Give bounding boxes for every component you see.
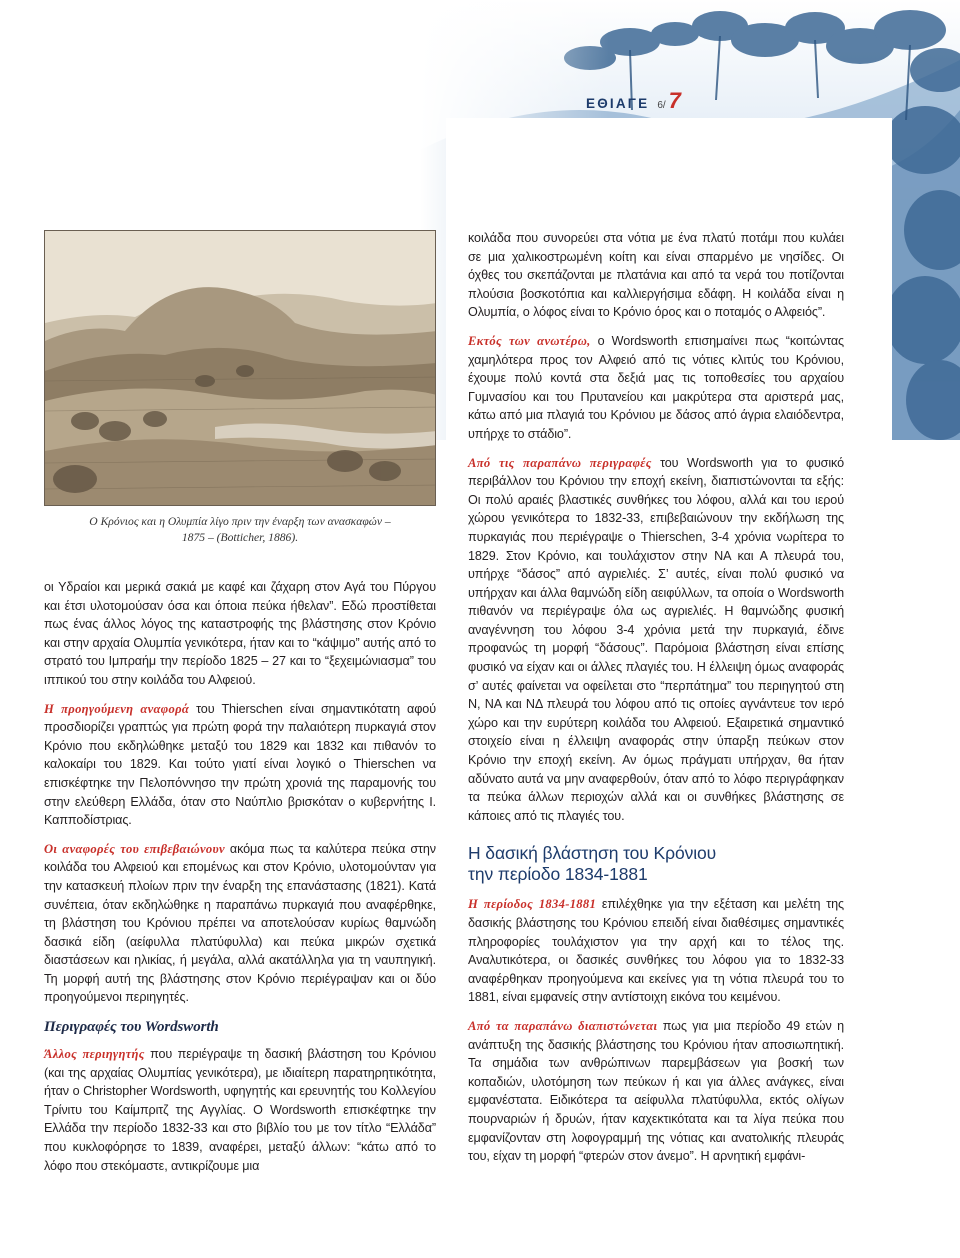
right-paragraph-3: [468, 454, 844, 826]
left-paragraph-3: [44, 840, 436, 1007]
right-p4-lead: Η περίοδος 1834-1881: [468, 897, 597, 912]
right-paragraph-5: [468, 1017, 844, 1166]
right-p2-lead: Εκτός των ανωτέρω,: [468, 333, 591, 348]
figure-caption: [44, 514, 436, 546]
right-p4-text: επιλέχθηκε για την εξέταση και μελέτη της δασικής βλάστησης του Κρόνιου επειδή είναι διαθέσιμες σημαντικές πληροφορίες τουλάχιστον για την αρχή και το τέλος της. Αναλυτικότερα, οι δασικές συνθήκες του λόφου για το 1832-33 αναφέρθηκαν προηγούμενα και εκείνες για τη νότια πλευρά του το 1881, είναι εμφανείς στην αντίστοιχη εικόνα του κειμένου.: [468, 897, 844, 1005]
caption-line-1: Ο Κρόνιος και η Ολυμπία λίγο πριν την έναρξη των ανασκαφών –: [89, 515, 391, 528]
section-number: 7: [668, 88, 681, 113]
historical-engraving-image: [44, 230, 436, 506]
header-title: ΕΘΙΑΓΕ: [586, 96, 650, 111]
left-p1-text: οι Υδραίοι και μερικά σακιά με καφέ και ζάχαρη στον Αγά του Πύργου και έτσι υλοτομούσαν όσα και όποια πεύκα ήθελαν”. Εδώ προστίθεται πως ένας άλλος λόγος της καταστροφής της βλάστησης στον Κρόνιο και στην αρχαία Ολυμπία γενικότερα, ήταν και το “κάψιμο” αυτής από το στρατό του Ιμπραήμ την περίοδο 1825 – 27 και το “ξεχειμώνιασμα” του ιππικού του στην κοιλάδα του Αλφειού.: [44, 580, 436, 687]
page-separator: /: [662, 100, 666, 111]
right-p1-text: κοιλάδα που συνορεύει στα νότια με ένα πλατύ ποτάμι που κυλάει σε μια χαλικοστρωμένη κοίτη και είναι σπαρμένο με νησίδες. Οι όχθες του σκεπάζονται με πλατάνια και από τα νερά του ποτίζονται πλούσια βοσκοτόπια και καλλιεργήσιμα εδάφη. Η κοιλάδα είναι η Ολυμπία, ο λόφος είναι το Κρόνιο όρος και ο ποταμός ο Αλφειός”.: [468, 231, 844, 320]
left-p2-lead: Η προηγούμενη αναφορά: [44, 701, 190, 716]
left-p2-text: του Thierschen είναι σημαντικότατη αφού προσδιορίζει γραπτώς για πρώτη φορά την παλαιότερη πυρκαγιά στον Κρόνιο που εκδηλώθηκε μεταξύ του 1829 και 1832 και πιθανόν το καλοκαίρι του 1829. Και τούτο γιατί είναι λογικό ο Thierschen να επισκέφτηκε την Πελοπόννησο την πρώτη χρονιά της παραμονής του στην ελεύθερη Ελλάδα, όταν στο Ναύπλιο βρισκόταν ο κυβερνήτης Ι. Καπποδίστριας.: [44, 701, 436, 828]
right-p5-lead: Από τα παραπάνω διαπιστώνεται: [468, 1018, 658, 1033]
right-p2-text: ο Wordsworth επισημαίνει πως “κοιτώντας χαμηλότερα προς τον Αλφειό από τις νότιες κλιτύς του Κρόνιου, έχουμε πολύ κοντά στα δεξιά μας τις τοποθεσίες του αρχαίου Γυμνασίου και του Πρυτανείου και μακρύτερα στα αριστερά μας, κάτω από μια πλαγιά του Κρόνιου με δάσος από άγρια ελαιόδεντρα, υπήρχε το στάδιο”.: [468, 333, 844, 441]
section-title: [468, 843, 844, 885]
right-paragraph-2: [468, 332, 844, 444]
left-p3-text: ακόμα πως τα καλύτερα πεύκα στην κοιλάδα του Αλφειού και επομένως και στον Κρόνιο, υλοτομούνταν για την κατασκευή πλοίων πριν την έναρξη της επανάστασης (1821). Κατά συνέπεια, όταν εκδηλώθηκε η παραπάνω πυρκαγιά που αναφέρθηκε, τη βλάστηση του Κρόνιου πρέπει να αποτελούσαν κυρίως θαμνώδη δασικά είδη (αείφυλλα πλατύφυλλα) και πεύκα μικρών σχετικά διαστάσεων και ηλικίας, ή μεγάλα, αλλά ακατάλληλα για τη ναυπηγική. Τη μορφή αυτή της βλάστησης στον Κρόνιο περιέγραψαν και οι δύο προηγούμενοι περιηγητές.: [44, 841, 436, 1005]
left-column: [44, 578, 436, 1185]
left-p3-lead: Οι αναφορές του επιβεβαιώνουν: [44, 841, 225, 856]
right-p3-text: του Wordsworth για το φυσικό περιβάλλον του Κρόνιου την εποχή εκείνη, διαπιστώνονται τα εξής: Οι πολύ αραιές βλαστικές συνθήκες του λόφου, αλλά και του ιερού χώρου γενικότερα το 1832-33, επιβεβαιώνουν την εκδήλωση της πυρκαγιάς που περιέγραψε ο Thierschen, 3-4 χρόνια νωρίτερα το 1829. Στον Κρόνιο, και τουλάχιστον στην ΝΑ και Α πλευρά του, υπήρχε “δάσος” από αγριελιές. Σ’ αυτές, είναι πολύ φυσικό να υπήρχαν και άλλα θαμνώδη είδη αειφύλλων, τα οποία ο Wordsworth πιθανόν να περιέγραψε όλα ως αγριελιές. Η θαμνώδης φυσική αναγέννηση του λόφου 3-4 χρόνια μετά την πυρκαγιά, έδινε προφανώς τη μορφή “δάσους”. Παρόμοια βλάστηση είναι επίσης φυσικό να είχαν και οι άλλες πλαγιές του. Η έλλειψη όμως αναφοράς σ’ αυτές φαίνεται να οφείλεται στο “περπάτημα” του περιηγητού στη Ν, ΝΑ και ΝΔ πλευρά του λόφου από τις οποίες αγνάντευε τον ιερό χώρο και την ευρύτερη κοιλάδα του Αλφειού. Εξαιρετικά σημαντικό στοιχείο είναι η έλλειψη αναφοράς στην ύπαρξη πεύκων στον Κρόνιο την εποχή εκείνη. Αν όμως πράγματι υπήρχαν, θα ήταν αδύνατο αυτά να μην αναφερθούν, όταν από το λόφο περιγράφηκαν τα πεύκα άλλων περιοχών αλλά και οι συνθήκες βλάστησης σε κάποιες από τις πλαγιές του.: [468, 455, 844, 823]
caption-line-2: 1875 – (Botticher, 1886).: [181, 531, 299, 544]
right-p3-lead: Από τις παραπάνω περιγραφές: [468, 455, 652, 470]
section-title-line-2: την περίοδο 1834-1881: [468, 864, 648, 885]
section-title-line-1: Η δασική βλάστηση του Κρόνιου: [468, 843, 717, 864]
left-paragraph-1: [44, 578, 436, 690]
subheading-wordsworth: Περιγραφές του Wordsworth: [44, 1019, 219, 1036]
left-p4-text: που περιέγραψε τη δασική βλάστηση του Κρόνιου (και της αρχαίας Ολυμπίας γενικότερα), με ιδιαίτερη παρατηρητικότητα, ήταν ο Christopher Wordsworth, υφηγητής και ερευνητής του Κολλεγίου Τρίνιτυ του Καίμπριτζ της Αγγλίας. Ο Wordsworth επισκέφτηκε την Ελλάδα την περίοδο 1832-33 και στο βιβλίο του με τον τίτλο “Ελλάδα” που κυκλοφόρησε το 1839, αναφέρει, μεταξύ άλλων: “κάτω από το λόφο που στεκόμαστε, αντικρίζουμε μια: [44, 1047, 436, 1173]
right-paragraph-4: [468, 895, 844, 1007]
left-p4-lead: Άλλος περιηγητής: [44, 1047, 145, 1062]
right-p5-text: πως για μια περίοδο 49 ετών η ανάπτυξη της δασικής βλάστησης του Κρόνιου ήταν αποσιωπητική. Τα σημάδια των ανθρώπινων παρεμβάσεων για βοσκή των κοπαδιών, υλοτόμηση των πεύκων ή και για άλλες ανάγκες, είναι εμφανέστατα. Ειδικότερα τα αείφυλλα πλατύφυλλα, εκτός ολίγων πουρναριών ή δρυών, ήταν καχεκτικότατα και τα λίγα πεύκα που εμφανίζονταν στη λοφογραμμή της νότιας και ανατολικής πλευράς του, είχαν τη μορφή “φτερών στον άνεμο”. Η αρνητική εμφάνι-: [468, 1018, 844, 1164]
left-paragraph-2: [44, 700, 436, 830]
right-column: [468, 229, 844, 1176]
left-paragraph-4: [44, 1045, 436, 1175]
page-header: [586, 88, 681, 114]
page-number: 6: [657, 100, 663, 111]
right-paragraph-1: [468, 229, 844, 322]
